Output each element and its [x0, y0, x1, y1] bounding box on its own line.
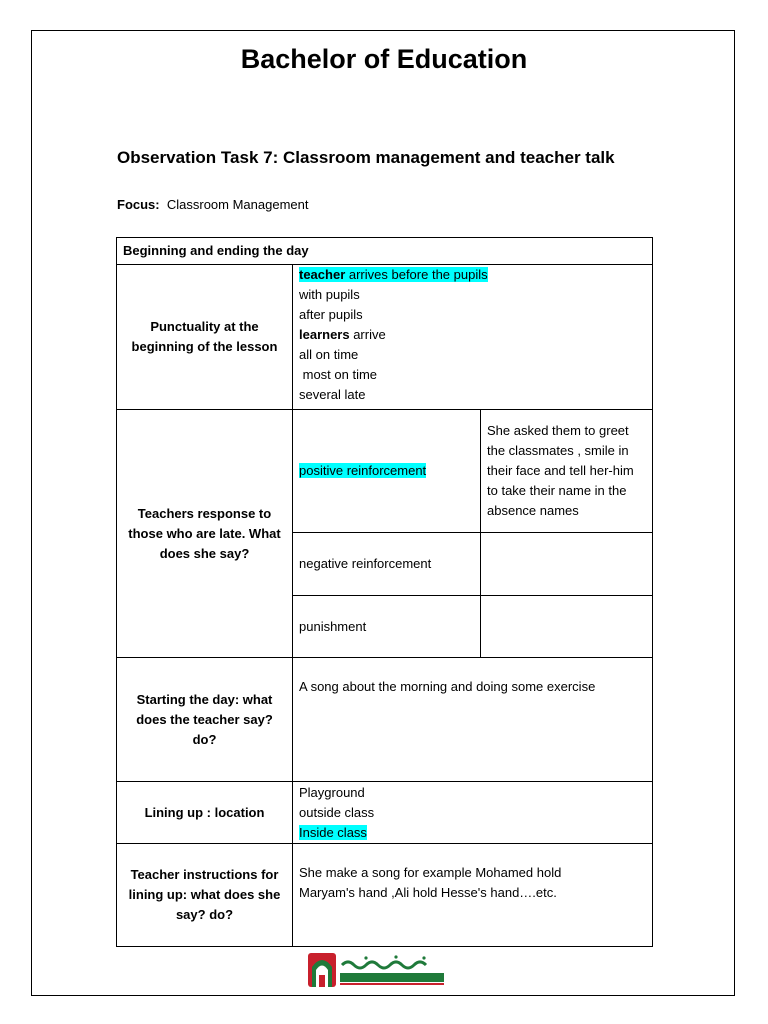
college-logo [306, 951, 446, 989]
observation-table [116, 237, 653, 947]
option-playground: Playground [299, 784, 365, 800]
page-title: Bachelor of Education [240, 44, 528, 74]
option-with-pupils: with pupils [299, 287, 360, 302]
starting-day-label: Starting the day: what does the teacher say? do? [117, 658, 293, 782]
late-response-label: Teachers response to those who are late. What does she say? [117, 410, 293, 658]
teacher-arrives-option: teacher arrives before the pupils [299, 267, 488, 282]
lining-up-options [293, 782, 653, 844]
positive-note: She asked them to greet the classmates , smile in their face and tell her-him to take their name in the absence names [481, 410, 653, 533]
section-header: Beginning and ending the day [117, 238, 653, 265]
option-inside-class: Inside class [299, 824, 367, 840]
punctuality-label: Punctuality at the beginning of the lesson [117, 265, 293, 410]
positive-reinforcement-cell [293, 410, 481, 533]
starting-day-value: A song about the morning and doing some exercise [293, 658, 653, 782]
punishment-note [481, 596, 653, 658]
option-all-on-time: all on time [299, 347, 359, 362]
punishment: punishment [293, 596, 481, 658]
focus-line [117, 197, 308, 212]
learners-arrive-option: learners arrive [299, 327, 386, 342]
option-several-late: several late [299, 387, 366, 402]
focus-label: Focus: [117, 197, 160, 212]
task-title: Observation Task 7: Classroom management and teacher talk [117, 148, 615, 167]
instructions-value: She make a song for example Mohamed hold Maryam's hand ,Ali hold Hesse's hand….etc. [293, 844, 653, 947]
punctuality-options [293, 265, 653, 410]
instructions-label: Teacher instructions for lining up: what does she say? do? [117, 844, 293, 947]
option-outside-class: outside class [299, 804, 375, 820]
option-after-pupils: after pupils [299, 307, 363, 322]
negative-reinforcement: negative reinforcement [293, 533, 481, 596]
lining-up-label: Lining up : location [117, 782, 293, 844]
option-most-on-time: most on time [299, 367, 378, 382]
positive-reinforcement: positive reinforcement [299, 463, 427, 478]
negative-note [481, 533, 653, 596]
focus-value: Classroom Management [166, 197, 309, 212]
